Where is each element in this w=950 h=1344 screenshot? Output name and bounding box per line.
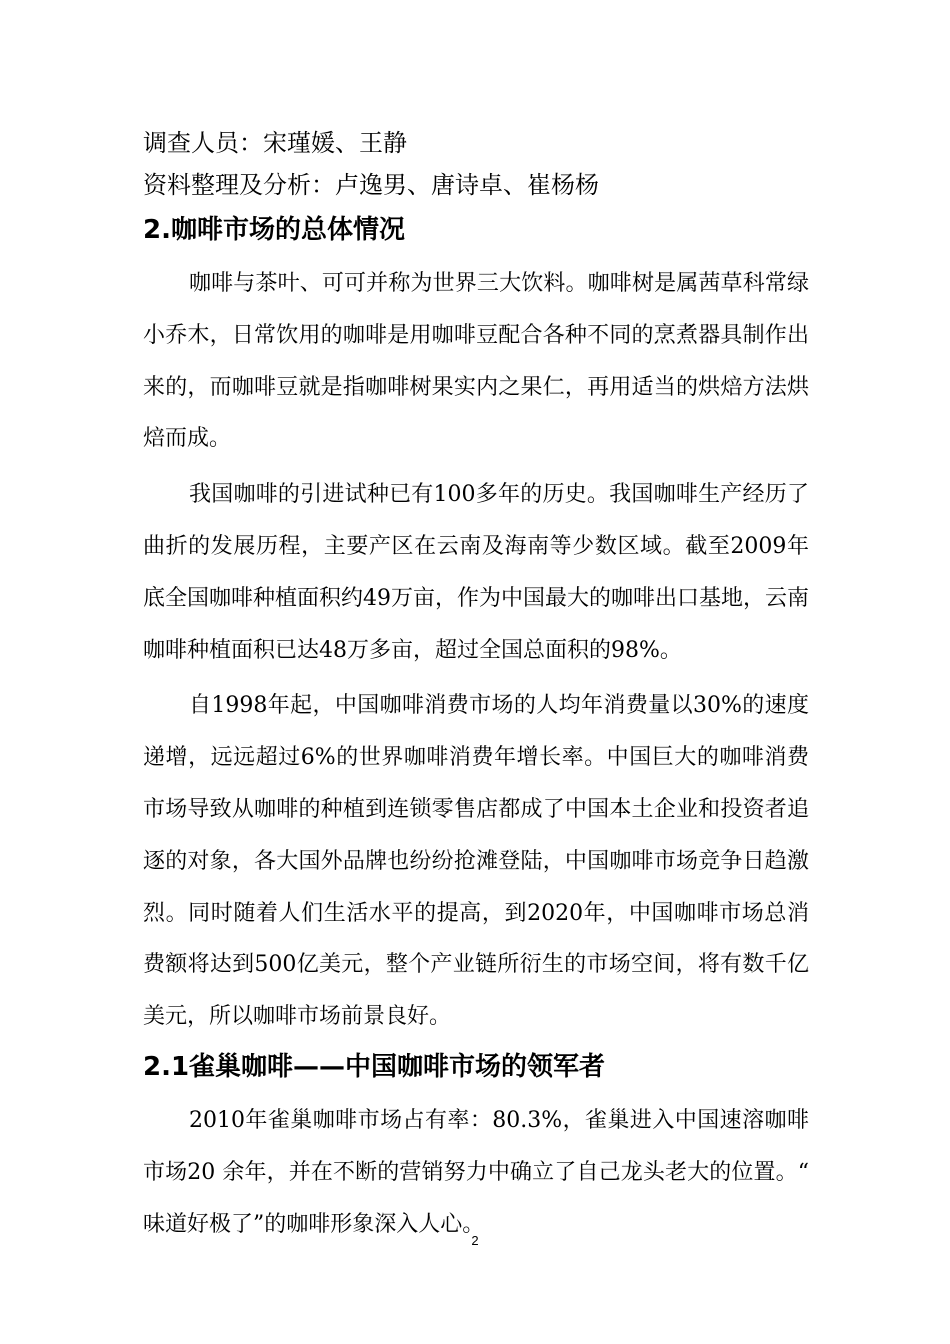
paragraph-china-consumption: 自1998年起，中国咖啡消费市场的人均年消费量以30%的速度递增，远远超过6%的世界咖啡消费年增长率。中国巨大的咖啡消费市场导致从咖啡的种植到连锁零售店都成了中国本土企业和投资者追逐的对象，各大国外品牌也纷纷抢滩登陆，中国咖啡市场竞争日趋激烈。同时随着人们生活水平的提高，到2020年，中国咖啡市场总消费额将达到500亿美元，整个产业链所衍生的市场空间，将有数千亿美元，所以咖啡市场前景良好。 bbox=[143, 693, 809, 1030]
paragraph-coffee-intro: 咖啡与茶叶、可可并称为世界三大饮料。咖啡树是属茜草科常绿小乔木，日常饮用的咖啡是用咖啡豆配合各种不同的烹煮器具制作出来的，而咖啡豆就是指咖啡树果实内之果仁，再用适当的烘焙方法烘焙而成。 bbox=[143, 271, 809, 452]
paragraph-china-production: 我国咖啡的引进试种已有100多年的历史。我国咖啡生产经历了曲折的发展历程，主要产区在云南及海南等少数区域。截至2009年底全国咖啡种植面积约49万亩，作为中国最大的咖啡出口基地，云南咖啡种植面积已达48万多亩，超过全国总面积的98%。 bbox=[143, 482, 809, 663]
paragraph-nestle-share: 2010年雀巢咖啡市场占有率：80.3%，雀巢进入中国速溶咖啡市场20 余年，并在不断的营销努力中确立了自己龙头老大的位置。“味道好极了”的咖啡形象深入人心。 bbox=[143, 1107, 809, 1237]
section-heading-market-overview: 2.咖啡市场的总体情况 bbox=[143, 215, 405, 245]
page-content bbox=[143, 122, 809, 1254]
investigators-line: 调查人员：宋瑾媛、王静 bbox=[143, 129, 407, 157]
analysts-line: 资料整理及分析：卢逸男、唐诗卓、崔杨杨 bbox=[143, 171, 599, 199]
page-number: 2 bbox=[471, 1233, 479, 1248]
section-heading-nestle: 2.1雀巢咖啡——中国咖啡市场的领军者 bbox=[143, 1051, 606, 1082]
